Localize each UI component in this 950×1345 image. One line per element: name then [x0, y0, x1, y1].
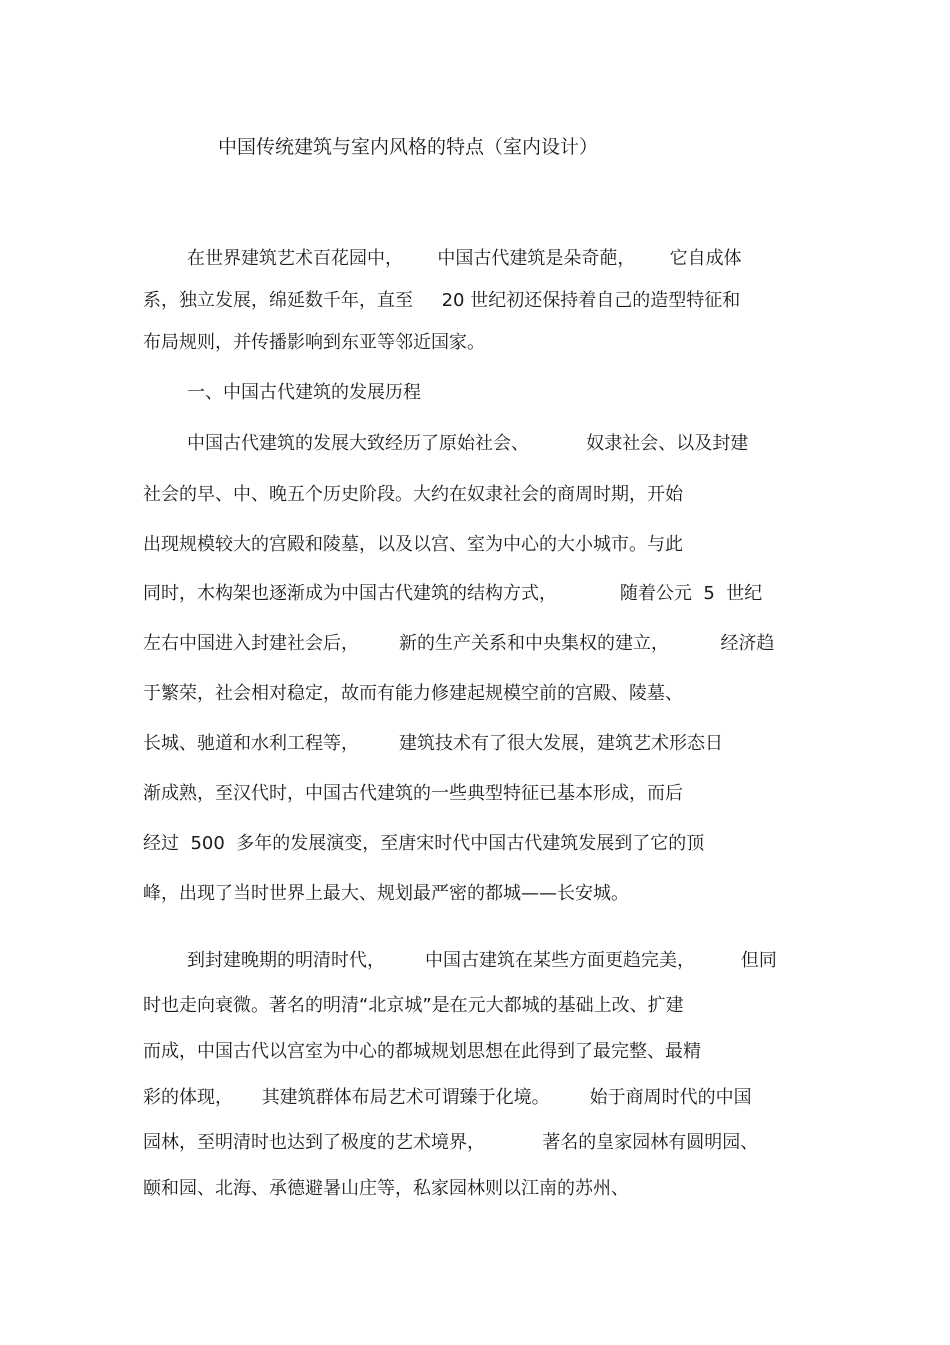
document-title: 中国传统建筑与室内风格的特点（室内设计）	[218, 136, 599, 158]
paragraph-line: 社会的早、中、晚五个历史阶段。大约在奴隶社会的商周时期，开始	[143, 484, 683, 505]
paragraph-line: 而成，中国古代以宫室为中心的都城规划思想在此得到了最完整、最精	[143, 1041, 701, 1062]
paragraph-line: 左右中国进入封建社会后， 新的生产关系和中央集权的建立， 经济趋	[143, 633, 775, 654]
paragraph-line: 出现规模较大的宫殿和陵墓，以及以宫、室为中心的大小城市。与此	[143, 534, 683, 555]
section-heading: 一、中国古代建筑的发展历程	[187, 382, 421, 403]
paragraph-line: 同时，木构架也逐渐成为中国古代建筑的结构方式， 随着公元 5 世纪	[143, 583, 763, 604]
paragraph-line: 峰，出现了当时世界上最大、规划最严密的都城——长安城。	[143, 883, 629, 904]
paragraph-line: 在世界建筑艺术百花园中， 中国古代建筑是朵奇葩， 它自成体	[187, 248, 742, 269]
paragraph-line: 布局规则，并传播影响到东亚等邻近国家。	[143, 332, 485, 353]
paragraph-line: 系，独立发展，绵延数千年，直至 20 世纪初还保持着自己的造型特征和	[143, 290, 741, 311]
paragraph-line: 于繁荣，社会相对稳定，故而有能力修建起规模空前的宫殿、陵墓、	[143, 683, 683, 704]
paragraph-line: 时也走向衰微。著名的明清“北京城”是在元大都城的基础上改、扩建	[143, 995, 684, 1016]
paragraph-line: 彩的体现， 其建筑群体布局艺术可谓臻于化境。 始于商周时代的中国	[143, 1087, 752, 1108]
paragraph-line: 颐和园、北海、承德避暑山庄等，私家园林则以江南的苏州、	[143, 1178, 629, 1199]
paragraph-line: 渐成熟，至汉代时，中国古代建筑的一些典型特征已基本形成，而后	[143, 783, 683, 804]
paragraph-line: 经过 500 多年的发展演变，至唐宋时代中国古代建筑发展到了它的顶	[143, 833, 705, 854]
paragraph-line: 园林，至明清时也达到了极度的艺术境界， 著名的皇家园林有圆明园、	[143, 1132, 759, 1153]
paragraph-line: 长城、驰道和水利工程等， 建筑技术有了很大发展，建筑艺术形态日	[143, 733, 724, 754]
paragraph-line: 中国古代建筑的发展大致经历了原始社会、 奴隶社会、以及封建	[187, 433, 749, 454]
paragraph-line: 到封建晚期的明清时代， 中国古建筑在某些方面更趋完美， 但同	[187, 950, 777, 971]
